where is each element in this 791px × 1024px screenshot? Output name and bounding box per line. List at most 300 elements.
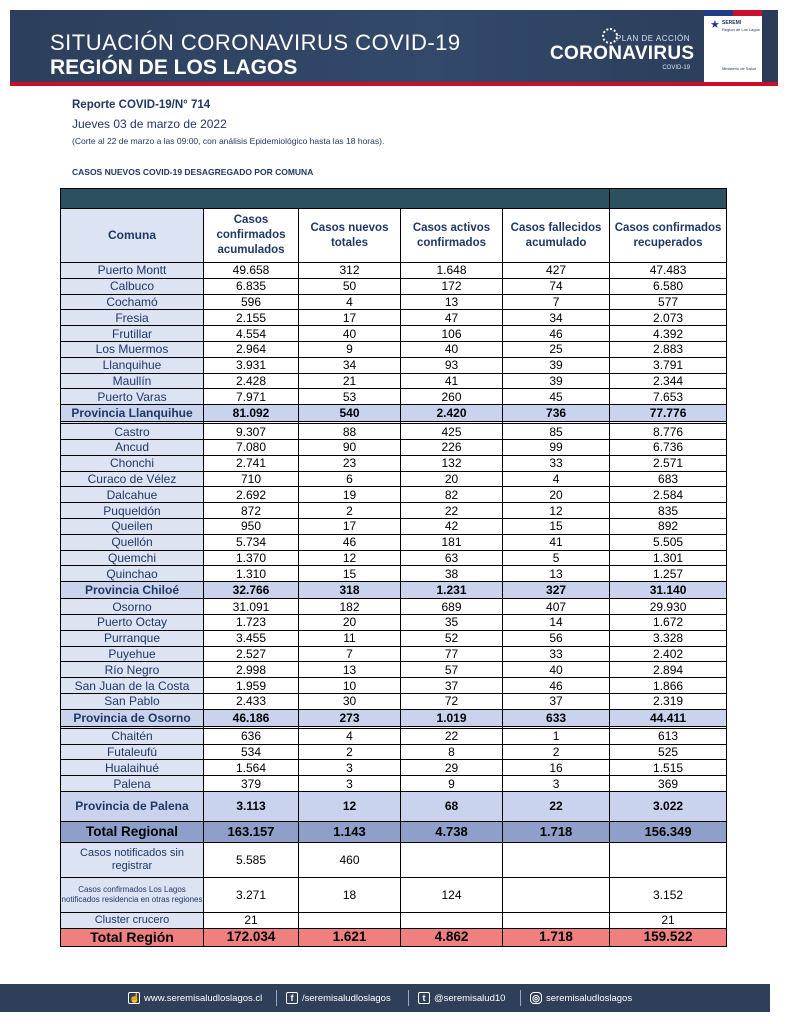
value-cell: 427 [503, 263, 610, 279]
comuna-cell: Chonchi [61, 455, 204, 471]
value-cell: 7.971 [204, 389, 299, 405]
value-cell: 163.157 [204, 821, 299, 842]
value-cell: 5 [503, 550, 610, 566]
value-cell: 2 [503, 744, 610, 760]
comuna-cell: Maullín [61, 373, 204, 389]
value-cell: 2.584 [610, 487, 727, 503]
footer-instagram[interactable] [530, 991, 632, 1005]
value-cell: 182 [299, 599, 401, 615]
seremi-name: SEREMI [722, 20, 742, 26]
comuna-cell: Castro [61, 424, 204, 440]
comuna-cell: San Pablo [61, 693, 204, 709]
total-region-row [61, 928, 727, 946]
comuna-cell: Queilen [61, 518, 204, 534]
value-cell: 2.344 [610, 373, 727, 389]
value-cell: 689 [401, 599, 503, 615]
table-row [61, 439, 727, 455]
value-cell: 950 [204, 518, 299, 534]
value-cell: 40 [299, 326, 401, 342]
footer-twitter[interactable] [418, 991, 505, 1005]
footer-instagram-text: seremisaludloslagos [546, 992, 633, 1004]
comuna-cell: Puerto Montt [61, 263, 204, 279]
value-cell: 34 [503, 310, 610, 326]
value-cell: 3.113 [204, 791, 299, 821]
value-cell: 38 [401, 566, 503, 582]
value-cell: 525 [610, 744, 727, 760]
value-cell: 1.310 [204, 566, 299, 582]
value-cell: 7 [299, 646, 401, 662]
table-row [61, 341, 727, 357]
footer-facebook-text: /seremisaludloslagos [302, 992, 391, 1004]
value-cell: 50 [299, 278, 401, 294]
value-cell: 77 [401, 646, 503, 662]
star-icon: ★ [710, 19, 720, 31]
value-cell: 42 [401, 518, 503, 534]
value-cell: 14 [503, 614, 610, 630]
value-cell: 5.505 [610, 534, 727, 550]
comuna-cell: Quemchi [61, 550, 204, 566]
comuna-cell: Casos confirmados Los Lagos notificados residencia en otras regiones [61, 877, 204, 912]
value-cell: 596 [204, 294, 299, 310]
value-cell: 18 [299, 877, 401, 912]
comuna-cell: Fresia [61, 310, 204, 326]
value-cell: 9 [401, 776, 503, 792]
comuna-cell: Hualaihué [61, 760, 204, 776]
table-row [61, 599, 727, 615]
otras-regiones-row [61, 877, 727, 912]
footer-web-text: www.seremisaludloslagos.cl [144, 992, 263, 1004]
value-cell: 39 [503, 357, 610, 373]
table-row [61, 503, 727, 519]
value-cell: 32.766 [204, 582, 299, 599]
value-cell: 1.301 [610, 550, 727, 566]
comuna-cell: Puyehue [61, 646, 204, 662]
value-cell: 3.152 [610, 877, 727, 912]
report-title: Reporte COVID-19/N° 714 [72, 99, 211, 111]
comuna-cell: Total Regional [61, 821, 204, 842]
value-cell: 33 [503, 455, 610, 471]
comuna-cell: Río Negro [61, 662, 204, 678]
report-note: (Corte al 22 de marzo a las 09:00, con análisis Epidemiológico hasta las 18 horas). [72, 136, 385, 146]
value-cell: 3 [299, 760, 401, 776]
value-cell: 2.692 [204, 487, 299, 503]
value-cell: 17 [299, 310, 401, 326]
value-cell: 31.140 [610, 582, 727, 599]
value-cell: 6.580 [610, 278, 727, 294]
table-row [61, 389, 727, 405]
comuna-cell: Puerto Octay [61, 614, 204, 630]
comuna-cell: Provincia de Palena [61, 791, 204, 821]
comuna-cell: Purranque [61, 630, 204, 646]
province-total-row [61, 582, 727, 599]
value-cell: 20 [401, 471, 503, 487]
notificados-row [61, 842, 727, 877]
value-cell: 3.791 [610, 357, 727, 373]
value-cell: 2.894 [610, 662, 727, 678]
value-cell: 312 [299, 263, 401, 279]
value-cell: 88 [299, 424, 401, 440]
value-cell [503, 912, 610, 928]
province-total-row [61, 709, 727, 726]
value-cell: 2.402 [610, 646, 727, 662]
header-confirmados: Casos confirmados acumulados [204, 209, 299, 263]
seremi-logo [704, 10, 762, 86]
table-row [61, 693, 727, 709]
comuna-cell: Chaitén [61, 728, 204, 744]
table-row [61, 471, 727, 487]
value-cell: 40 [503, 662, 610, 678]
value-cell: 37 [401, 678, 503, 694]
value-cell: 17 [299, 518, 401, 534]
facebook-icon: f [286, 992, 298, 1004]
value-cell: 2 [299, 744, 401, 760]
value-cell: 159.522 [610, 928, 727, 946]
value-cell: 23 [299, 455, 401, 471]
footer-bar [0, 984, 770, 1012]
value-cell: 3.931 [204, 357, 299, 373]
value-cell: 20 [503, 487, 610, 503]
value-cell: 181 [401, 534, 503, 550]
value-cell: 407 [503, 599, 610, 615]
value-cell: 2.741 [204, 455, 299, 471]
value-cell: 15 [503, 518, 610, 534]
value-cell: 85 [503, 424, 610, 440]
value-cell: 74 [503, 278, 610, 294]
seremi-flag-bar [704, 10, 762, 16]
value-cell: 41 [401, 373, 503, 389]
table-row [61, 550, 727, 566]
footer-divider [276, 990, 277, 1006]
table-row [61, 614, 727, 630]
value-cell: 8.776 [610, 424, 727, 440]
value-cell: 90 [299, 439, 401, 455]
comuna-cell: Puqueldón [61, 503, 204, 519]
table-row [61, 424, 727, 440]
value-cell: 172 [401, 278, 503, 294]
value-cell: 4.554 [204, 326, 299, 342]
value-cell: 15 [299, 566, 401, 582]
comuna-cell: Provincia de Osorno [61, 709, 204, 726]
value-cell: 46 [503, 326, 610, 342]
value-cell: 46.186 [204, 709, 299, 726]
value-cell: 30 [299, 693, 401, 709]
value-cell: 2.319 [610, 693, 727, 709]
value-cell: 369 [610, 776, 727, 792]
value-cell: 41 [503, 534, 610, 550]
value-cell: 683 [610, 471, 727, 487]
value-cell: 2.073 [610, 310, 727, 326]
value-cell: 5.585 [204, 842, 299, 877]
value-cell [401, 912, 503, 928]
instagram-icon: ◎ [530, 992, 542, 1004]
value-cell: 19 [299, 487, 401, 503]
table-row [61, 278, 727, 294]
comuna-cell: Casos notificados sin registrar [61, 842, 204, 877]
value-cell: 892 [610, 518, 727, 534]
header-nuevos: Casos nuevos totales [299, 209, 401, 263]
value-cell: 318 [299, 582, 401, 599]
value-cell: 2.998 [204, 662, 299, 678]
value-cell: 2 [299, 503, 401, 519]
plan-small-text: PLAN DE ACCIÓN [615, 34, 690, 43]
value-cell: 63 [401, 550, 503, 566]
value-cell: 577 [610, 294, 727, 310]
value-cell: 1.959 [204, 678, 299, 694]
banner-region: REGIÓN DE LOS LAGOS [50, 56, 298, 79]
value-cell: 124 [401, 877, 503, 912]
report-date: Jueves 03 de marzo de 2022 [72, 117, 227, 131]
table-row [61, 728, 727, 744]
value-cell: 12 [299, 791, 401, 821]
value-cell: 37 [503, 693, 610, 709]
banner-title: SITUACIÓN CORONAVIRUS COVID-19 [50, 30, 461, 55]
table-row [61, 534, 727, 550]
table-body [61, 189, 727, 947]
table-row [61, 455, 727, 471]
value-cell: 613 [610, 728, 727, 744]
plan-logo [550, 34, 695, 71]
value-cell: 21 [299, 373, 401, 389]
value-cell [299, 912, 401, 928]
value-cell: 1.672 [610, 614, 727, 630]
table-row [61, 678, 727, 694]
value-cell: 226 [401, 439, 503, 455]
value-cell: 633 [503, 709, 610, 726]
value-cell: 31.091 [204, 599, 299, 615]
seremi-ministry: Ministerio de Salud [722, 66, 757, 71]
table-row [61, 646, 727, 662]
value-cell: 21 [204, 912, 299, 928]
comuna-cell: Provincia Llanquihue [61, 405, 204, 422]
comuna-cell: Osorno [61, 599, 204, 615]
footer-facebook[interactable] [286, 991, 391, 1005]
value-cell: 53 [299, 389, 401, 405]
band-cell [610, 189, 727, 209]
value-cell: 636 [204, 728, 299, 744]
table-row [61, 566, 727, 582]
table-row [61, 518, 727, 534]
value-cell: 6.736 [610, 439, 727, 455]
report-subtitle: CASOS NUEVOS COVID-19 DESAGREGADO POR COMUNA [72, 167, 314, 177]
table-header [61, 209, 727, 263]
value-cell: 56 [503, 630, 610, 646]
value-cell [401, 842, 503, 877]
value-cell: 46 [299, 534, 401, 550]
comuna-cell: Provincia Chiloé [61, 582, 204, 599]
value-cell: 57 [401, 662, 503, 678]
comuna-cell: Cochamó [61, 294, 204, 310]
value-cell: 3 [299, 776, 401, 792]
value-cell: 710 [204, 471, 299, 487]
value-cell: 22 [401, 503, 503, 519]
comuna-cell: Futaleufú [61, 744, 204, 760]
table-row [61, 357, 727, 373]
value-cell: 1.515 [610, 760, 727, 776]
total-regional-row [61, 821, 727, 842]
value-cell: 52 [401, 630, 503, 646]
header-comuna: Comuna [61, 209, 204, 263]
value-cell: 9 [299, 341, 401, 357]
footer-divider [520, 990, 521, 1006]
table-row [61, 326, 727, 342]
value-cell: 379 [204, 776, 299, 792]
table-row [61, 776, 727, 792]
value-cell: 39 [503, 373, 610, 389]
value-cell: 1.718 [503, 821, 610, 842]
value-cell: 8 [401, 744, 503, 760]
table-row [61, 487, 727, 503]
value-cell: 1.370 [204, 550, 299, 566]
value-cell: 2.433 [204, 693, 299, 709]
value-cell: 16 [503, 760, 610, 776]
value-cell: 29.930 [610, 599, 727, 615]
value-cell: 77.776 [610, 405, 727, 422]
table-row [61, 373, 727, 389]
footer-web[interactable] [128, 991, 262, 1005]
comuna-cell: Cluster crucero [61, 912, 204, 928]
value-cell: 172.034 [204, 928, 299, 946]
table-row [61, 744, 727, 760]
band-cell [61, 189, 610, 209]
footer-divider [408, 990, 409, 1006]
table-row [61, 760, 727, 776]
comuna-cell: Calbuco [61, 278, 204, 294]
value-cell: 82 [401, 487, 503, 503]
comuna-cell: Quinchao [61, 566, 204, 582]
comuna-cell: Curaco de Vélez [61, 471, 204, 487]
table-row [61, 294, 727, 310]
value-cell: 4 [299, 294, 401, 310]
value-cell: 33 [503, 646, 610, 662]
value-cell: 25 [503, 341, 610, 357]
value-cell: 12 [299, 550, 401, 566]
plan-covid-text: COVID-19 [662, 65, 690, 71]
value-cell: 99 [503, 439, 610, 455]
value-cell: 46 [503, 678, 610, 694]
value-cell: 1.143 [299, 821, 401, 842]
value-cell: 7.080 [204, 439, 299, 455]
value-cell: 2.155 [204, 310, 299, 326]
value-cell: 13 [401, 294, 503, 310]
value-cell: 13 [503, 566, 610, 582]
value-cell: 47 [401, 310, 503, 326]
value-cell: 7 [503, 294, 610, 310]
comuna-cell: San Juan de la Costa [61, 678, 204, 694]
hand-cursor-icon: ☝ [129, 993, 141, 1003]
value-cell: 1.231 [401, 582, 503, 599]
value-cell: 45 [503, 389, 610, 405]
value-cell: 3.271 [204, 877, 299, 912]
comuna-cell: Total Región [61, 928, 204, 946]
value-cell: 20 [299, 614, 401, 630]
value-cell: 540 [299, 405, 401, 422]
value-cell: 93 [401, 357, 503, 373]
value-cell: 34 [299, 357, 401, 373]
value-cell: 2.527 [204, 646, 299, 662]
value-cell: 4 [503, 471, 610, 487]
value-cell: 425 [401, 424, 503, 440]
value-cell: 4.738 [401, 821, 503, 842]
value-cell: 3 [503, 776, 610, 792]
value-cell: 460 [299, 842, 401, 877]
value-cell: 81.092 [204, 405, 299, 422]
value-cell: 1.648 [401, 263, 503, 279]
header-banner [10, 10, 778, 86]
comuna-cell: Frutillar [61, 326, 204, 342]
value-cell: 3.455 [204, 630, 299, 646]
comuna-cell: Dalcahue [61, 487, 204, 503]
value-cell: 6 [299, 471, 401, 487]
table-row [61, 662, 727, 678]
value-cell: 2.964 [204, 341, 299, 357]
value-cell: 40 [401, 341, 503, 357]
comuna-cell: Ancud [61, 439, 204, 455]
value-cell: 4.392 [610, 326, 727, 342]
value-cell: 534 [204, 744, 299, 760]
value-cell: 49.658 [204, 263, 299, 279]
value-cell: 1 [503, 728, 610, 744]
value-cell: 29 [401, 760, 503, 776]
value-cell [503, 877, 610, 912]
value-cell: 132 [401, 455, 503, 471]
value-cell: 2.883 [610, 341, 727, 357]
value-cell: 2.428 [204, 373, 299, 389]
comuna-cell: Quellón [61, 534, 204, 550]
value-cell: 10 [299, 678, 401, 694]
footer-twitter-text: @seremisalud10 [434, 992, 506, 1004]
value-cell: 72 [401, 693, 503, 709]
table-row [61, 630, 727, 646]
value-cell: 736 [503, 405, 610, 422]
twitter-icon: t [418, 992, 430, 1004]
value-cell: 273 [299, 709, 401, 726]
plan-big-text: CORONAVIRUS [550, 43, 695, 64]
value-cell: 21 [610, 912, 727, 928]
value-cell: 1.564 [204, 760, 299, 776]
comuna-table [60, 188, 727, 947]
value-cell: 22 [503, 791, 610, 821]
value-cell: 12 [503, 503, 610, 519]
value-cell: 11 [299, 630, 401, 646]
value-cell: 35 [401, 614, 503, 630]
comuna-cell: Llanquihue [61, 357, 204, 373]
value-cell: 2.571 [610, 455, 727, 471]
value-cell: 22 [401, 728, 503, 744]
value-cell: 1.718 [503, 928, 610, 946]
value-cell: 835 [610, 503, 727, 519]
value-cell: 1.723 [204, 614, 299, 630]
header-activos: Casos activos confirmados [401, 209, 503, 263]
value-cell: 44.411 [610, 709, 727, 726]
province-total-row [61, 405, 727, 422]
comuna-cell: Los Muermos [61, 341, 204, 357]
table-row [61, 263, 727, 279]
value-cell: 3.022 [610, 791, 727, 821]
value-cell: 4 [299, 728, 401, 744]
value-cell: 260 [401, 389, 503, 405]
value-cell: 13 [299, 662, 401, 678]
value-cell: 1.019 [401, 709, 503, 726]
value-cell: 2.420 [401, 405, 503, 422]
value-cell: 4.862 [401, 928, 503, 946]
province-total-row [61, 791, 727, 821]
table-top-band [61, 189, 727, 209]
value-cell: 47.483 [610, 263, 727, 279]
value-cell: 3.328 [610, 630, 727, 646]
value-cell: 68 [401, 791, 503, 821]
value-cell: 872 [204, 503, 299, 519]
header-fallecidos: Casos fallecidos acumulado [503, 209, 610, 263]
